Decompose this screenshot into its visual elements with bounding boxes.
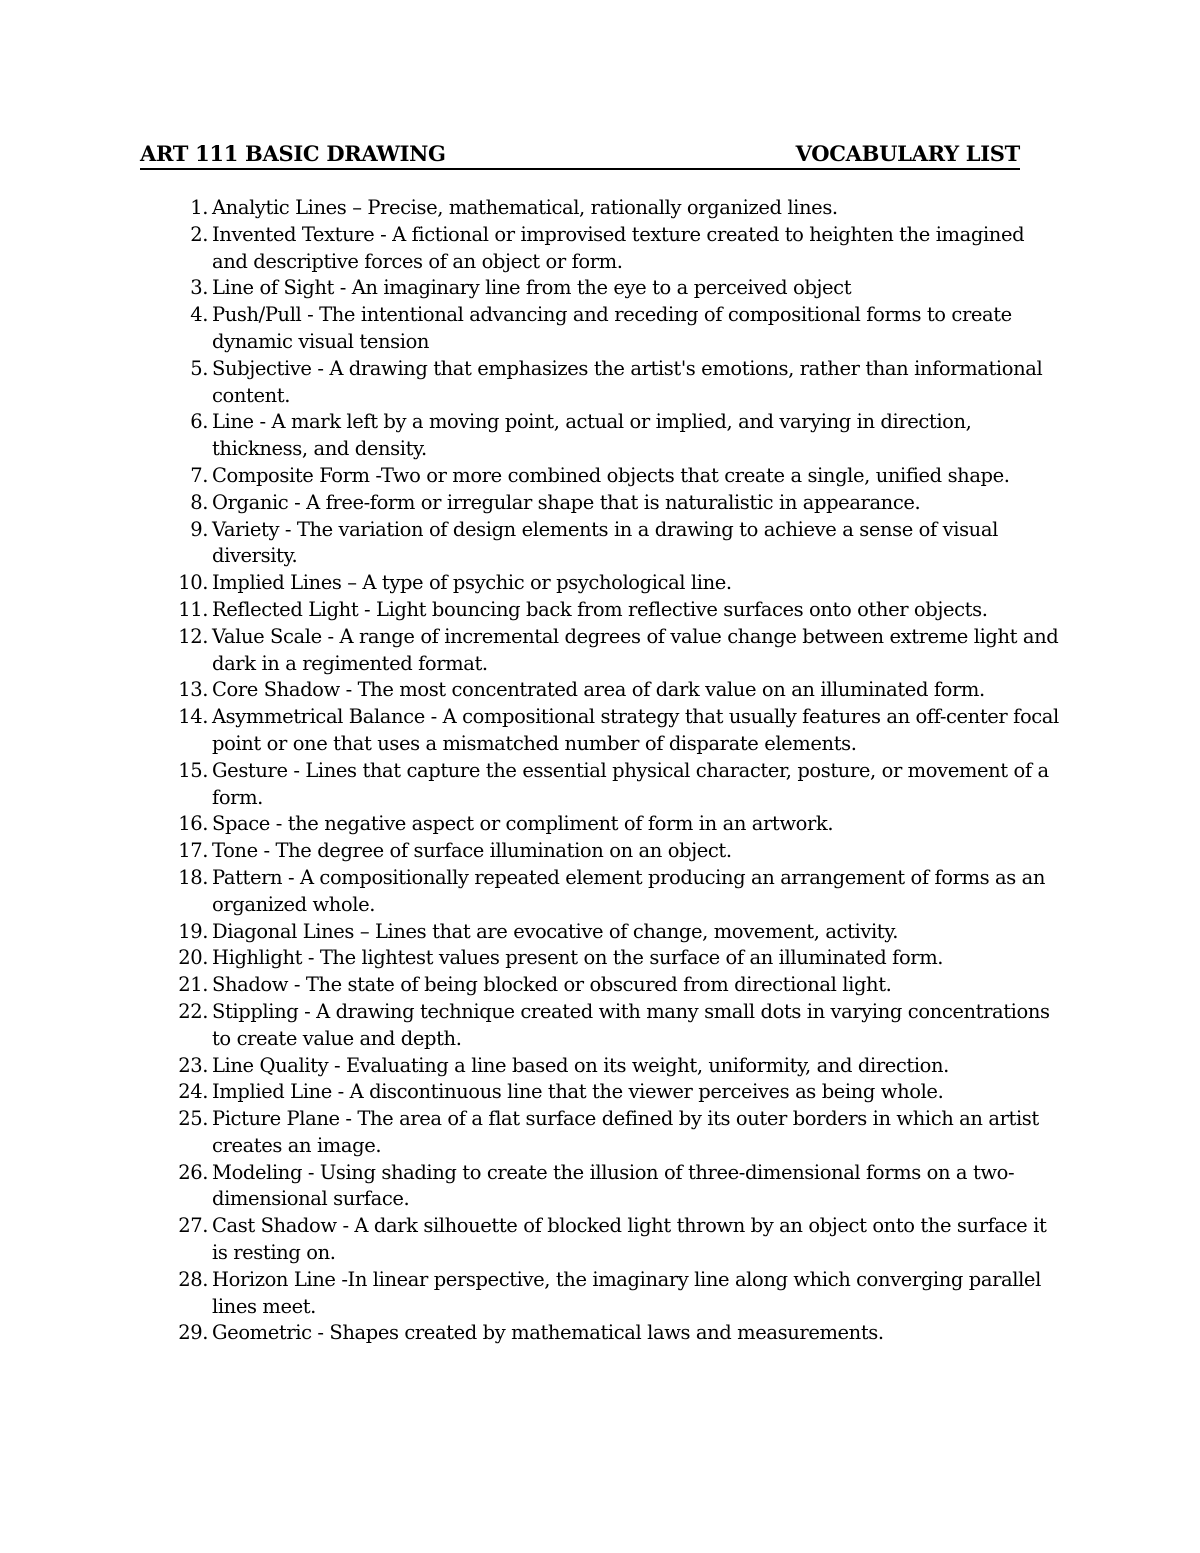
item-number: 5. bbox=[190, 356, 208, 380]
item-definition: Diagonal Lines – Lines that are evocative of change, movement, activity. bbox=[212, 919, 899, 943]
vocabulary-item bbox=[140, 838, 1065, 865]
item-definition: Asymmetrical Balance - A compositional strategy that usually features an off-center focal point or one that uses a mismatched number of disparate elements. bbox=[212, 705, 1059, 755]
item-number: 14. bbox=[178, 705, 208, 729]
vocabulary-item bbox=[140, 972, 1065, 999]
item-definition: Subjective - A drawing that emphasizes the artist's emotions, rather than informational content. bbox=[212, 356, 1043, 407]
vocabulary-item bbox=[140, 704, 1065, 758]
item-definition: Analytic Lines – Precise, mathematical, rationally organized lines. bbox=[212, 196, 838, 219]
vocabulary-item bbox=[140, 945, 1065, 972]
vocabulary-item bbox=[140, 624, 1065, 678]
vocabulary-item bbox=[140, 1053, 1065, 1080]
item-number: 18. bbox=[178, 865, 208, 889]
item-definition: Pattern - A compositionally repeated element producing an arrangement of forms as an organized whole. bbox=[212, 865, 1046, 916]
vocabulary-item bbox=[140, 409, 1065, 463]
vocabulary-item bbox=[140, 463, 1065, 490]
item-definition: Implied Lines – A type of psychic or psychological line. bbox=[212, 571, 732, 595]
vocabulary-item bbox=[140, 597, 1065, 624]
item-number: 6. bbox=[190, 410, 208, 434]
item-definition: Organic - A free-form or irregular shape that is naturalistic in appearance. bbox=[212, 490, 921, 514]
item-definition: Modeling - Using shading to create the illusion of three-dimensional forms on a two-dimensional surface. bbox=[212, 1160, 1015, 1211]
vocabulary-item bbox=[140, 677, 1065, 704]
item-number: 4. bbox=[190, 303, 208, 327]
item-number: 27. bbox=[178, 1214, 208, 1238]
vocabulary-item bbox=[140, 999, 1065, 1053]
vocabulary-item bbox=[140, 195, 1065, 222]
vocabulary-item bbox=[140, 275, 1065, 302]
item-number: 3. bbox=[190, 276, 208, 300]
vocabulary-item bbox=[140, 1320, 1065, 1347]
course-title: ART 111 BASIC DRAWING bbox=[140, 141, 446, 166]
vocabulary-item bbox=[140, 1160, 1065, 1214]
item-number: 15. bbox=[178, 758, 208, 782]
vocabulary-item bbox=[140, 570, 1065, 597]
vocabulary-item bbox=[140, 1267, 1065, 1321]
item-number: 2. bbox=[190, 222, 208, 246]
item-definition: Gesture - Lines that capture the essential physical character, posture, or movement of a form. bbox=[212, 758, 1049, 809]
vocabulary-item bbox=[140, 490, 1065, 517]
item-number: 11. bbox=[178, 597, 208, 621]
item-definition: Reflected Light - Light bouncing back from reflective surfaces onto other objects. bbox=[212, 597, 988, 621]
vocabulary-item bbox=[140, 356, 1065, 410]
item-definition: Push/Pull - The intentional advancing and receding of compositional forms to create dynamic visual tension bbox=[212, 303, 1012, 353]
item-definition: Invented Texture - A fictional or improvised texture created to heighten the imagined and descriptive forces of an object or form. bbox=[212, 222, 1025, 273]
item-definition: Space - the negative aspect or compliment of form in an artwork. bbox=[212, 812, 834, 836]
item-definition: Core Shadow - The most concentrated area of dark value on an illuminated form. bbox=[212, 678, 985, 702]
item-number: 7. bbox=[190, 463, 208, 487]
vocabulary-item bbox=[140, 302, 1065, 356]
item-number: 22. bbox=[178, 999, 208, 1023]
vocabulary-item bbox=[140, 811, 1065, 838]
item-number: 13. bbox=[178, 678, 208, 702]
item-number: 8. bbox=[190, 490, 208, 514]
document-header bbox=[140, 140, 1020, 170]
vocabulary-item bbox=[140, 919, 1065, 946]
vocabulary-item bbox=[140, 1106, 1065, 1160]
vocabulary-item bbox=[140, 222, 1065, 276]
item-number: 17. bbox=[178, 839, 208, 863]
item-definition: Picture Plane - The area of a flat surface defined by its outer borders in which an artist creates an image. bbox=[212, 1107, 1039, 1157]
item-number: 1. bbox=[190, 196, 208, 219]
item-definition: Shadow - The state of being blocked or obscured from directional light. bbox=[212, 973, 892, 997]
list-title: VOCABULARY LIST bbox=[795, 141, 1020, 166]
item-definition: Line - A mark left by a moving point, actual or implied, and varying in direction, thickness, and density. bbox=[212, 410, 972, 461]
vocabulary-item bbox=[140, 865, 1065, 919]
item-number: 9. bbox=[190, 517, 208, 541]
item-definition: Variety - The variation of design elements in a drawing to achieve a sense of visual diversity. bbox=[212, 517, 998, 568]
item-definition: Line Quality - Evaluating a line based on its weight, uniformity, and direction. bbox=[212, 1053, 949, 1077]
item-number: 10. bbox=[178, 571, 208, 595]
item-definition: Composite Form -Two or more combined objects that create a single, unified shape. bbox=[212, 463, 1010, 487]
item-definition: Geometric - Shapes created by mathematical laws and measurements. bbox=[212, 1321, 884, 1345]
item-definition: Stippling - A drawing technique created with many small dots in varying concentrations to create value and depth. bbox=[212, 999, 1050, 1050]
item-definition: Implied Line - A discontinuous line that the viewer perceives as being whole. bbox=[212, 1080, 944, 1104]
item-number: 29. bbox=[178, 1321, 208, 1345]
item-number: 21. bbox=[178, 973, 208, 997]
item-number: 25. bbox=[178, 1107, 208, 1131]
vocabulary-item bbox=[140, 758, 1065, 812]
item-number: 28. bbox=[178, 1267, 208, 1291]
item-definition: Horizon Line -In linear perspective, the imaginary line along which converging parallel lines meet. bbox=[212, 1267, 1041, 1318]
item-definition: Line of Sight - An imaginary line from the eye to a perceived object bbox=[212, 276, 852, 300]
item-number: 24. bbox=[178, 1080, 208, 1104]
item-definition: Tone - The degree of surface illumination on an object. bbox=[212, 839, 732, 863]
item-number: 20. bbox=[178, 946, 208, 970]
item-number: 12. bbox=[178, 624, 208, 648]
item-definition: Cast Shadow - A dark silhouette of blocked light thrown by an object onto the surface it is resting on. bbox=[212, 1214, 1047, 1265]
item-number: 19. bbox=[178, 919, 208, 943]
vocabulary-item bbox=[140, 1213, 1065, 1267]
item-number: 26. bbox=[178, 1160, 208, 1184]
item-number: 23. bbox=[178, 1053, 208, 1077]
vocabulary-item bbox=[140, 517, 1065, 571]
item-definition: Value Scale - A range of incremental degrees of value change between extreme light and dark in a regimented format. bbox=[212, 624, 1059, 675]
vocabulary-list bbox=[140, 195, 1065, 1347]
item-definition: Highlight - The lightest values present on the surface of an illuminated form. bbox=[212, 946, 944, 970]
vocabulary-item bbox=[140, 1079, 1065, 1106]
item-number: 16. bbox=[178, 812, 208, 836]
